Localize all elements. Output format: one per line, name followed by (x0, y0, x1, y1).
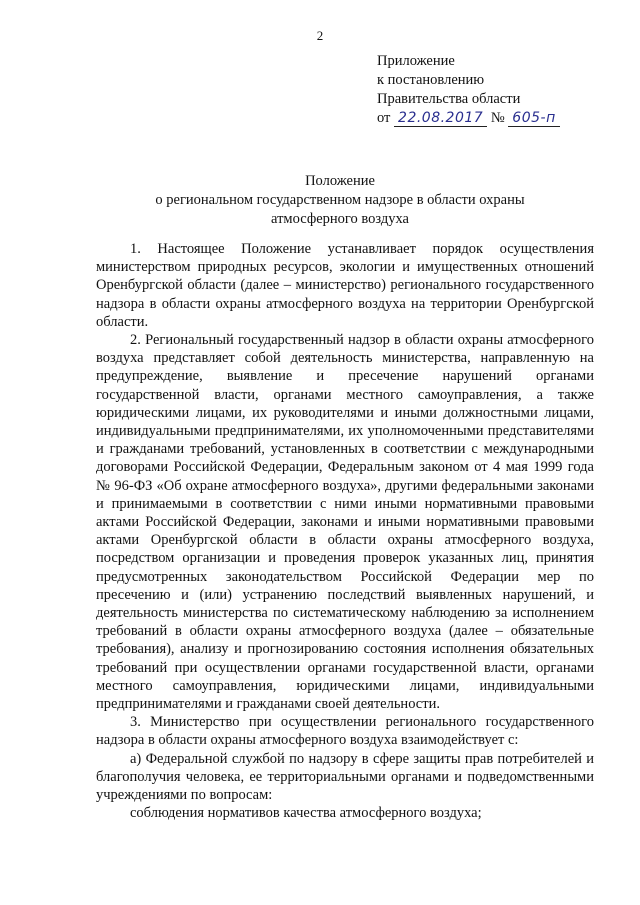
document-body (96, 240, 594, 823)
paragraph-3a-item: соблюдения нормативов качества атмосферного воздуха; (130, 805, 482, 822)
appendix-date-line (377, 109, 560, 128)
title-line-2: о региональном государственном надзоре в области охраны (155, 192, 525, 208)
appendix-block (377, 52, 560, 128)
handwritten-number: 605-п (508, 110, 559, 127)
paragraph-2: 2. Региональный государственный надзор в области охраны атмосферного воздуха представляет собой деятельность министерства, направленную на предупреждение, выявление и пресечение нарушений органами государственной власти, органами местного самоуправления, а также юридическими лицами, их руководителями и иными должностными лицами, индивидуальными предпринимателями, их уполномоченными представителями и гражданами требований, установленных в соответствии с международными договорами Российской Федерации, Федеральным законом от 4 мая 1999 года № 96-ФЗ «Об охране атмосферного воздуха», другими федеральными законами и принимаемыми в соответствии с ними иными нормативными правовыми актами Российской Федерации, законами и иными нормативными правовыми актами Оренбургской области в области охраны атмосферного воздуха, посредством организации и проведения проверок указанных лиц, принятия предусмотренных законодательством Российской Федерации мер по пресечению и (или) устранению последствий выявленных нарушений, и деятельность министерства по систематическому наблюдению за исполнением требований в области охраны атмосферного воздуха (далее – обязательные требования), анализу и прогнозированию состояния исполнения обязательных требований при осуществлении органами государственной власти, органами местного самоуправления, юридическими лицами, индивидуальными предпринимателями и гражданами своей деятельности. (96, 332, 594, 713)
title-line-1: Положение (305, 173, 375, 189)
title-line-3: атмосферного воздуха (271, 211, 409, 227)
document-title (90, 172, 590, 229)
date-prefix: от (377, 110, 391, 126)
page-number: 2 (316, 28, 324, 43)
handwritten-date: 22.08.2017 (394, 110, 487, 127)
paragraph-3a: а) Федеральной службой по надзору в сфере защиты прав потребителей и благополучия человека, ее территориальными органами и подведомственными учреждениями по вопросам: (96, 750, 594, 804)
appendix-authority: Правительства области (377, 91, 521, 107)
paragraph-3: 3. Министерство при осуществлении регионального государственного надзора в области охраны атмосферного воздуха взаимодействует с: (96, 714, 594, 749)
appendix-reference: к постановлению (377, 72, 485, 88)
paragraph-1: 1. Настоящее Положение устанавливает порядок осуществления министерством природных ресурсов, экологии и имущественных отношений Оренбургской области (далее – министерство) регионального государственного надзора в области охраны атмосферного воздуха на территории Оренбургской области. (96, 241, 594, 330)
number-prefix: № (490, 110, 505, 126)
appendix-title: Приложение (377, 53, 455, 69)
